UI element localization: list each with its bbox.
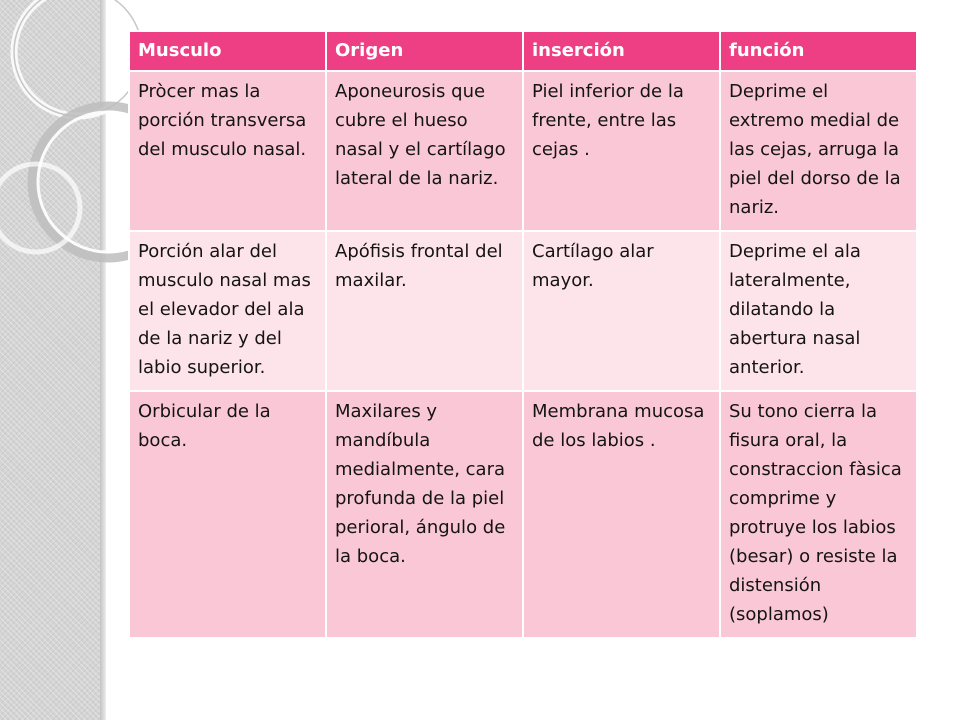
cell-origen: Maxilares y mandíbula medialmente, cara profunda de la piel perioral, ángulo de la boca. bbox=[326, 391, 523, 638]
cell-funcion: Deprime el extremo medial de las cejas, arruga la piel del dorso de la nariz. bbox=[720, 71, 917, 231]
header-musculo: Musculo bbox=[129, 31, 326, 71]
cell-insercion: Membrana mucosa de los labios . bbox=[523, 391, 720, 638]
table-row bbox=[129, 71, 917, 231]
cell-origen: Aponeurosis que cubre el hueso nasal y el cartílago lateral de la nariz. bbox=[326, 71, 523, 231]
cell-funcion: Su tono cierra la fisura oral, la constraccion fàsica comprime y protruye los labios (besar) o resiste la distensión (soplamos) bbox=[720, 391, 917, 638]
cell-funcion: Deprime el ala lateralmente, dilatando la abertura nasal anterior. bbox=[720, 231, 917, 391]
cell-insercion: Piel inferior de la frente, entre las cejas . bbox=[523, 71, 720, 231]
cell-musculo: Porción alar del musculo nasal mas el elevador del ala de la nariz y del labio superior. bbox=[129, 231, 326, 391]
table-row bbox=[129, 391, 917, 638]
cell-insercion: Cartílago alar mayor. bbox=[523, 231, 720, 391]
header-funcion: función bbox=[720, 31, 917, 71]
cell-origen: Apófisis frontal del maxilar. bbox=[326, 231, 523, 391]
table-header-row bbox=[129, 31, 917, 71]
header-origen: Origen bbox=[326, 31, 523, 71]
header-insercion: inserción bbox=[523, 31, 720, 71]
cell-musculo: Pròcer mas la porción transversa del musculo nasal. bbox=[129, 71, 326, 231]
cell-musculo: Orbicular de la boca. bbox=[129, 391, 326, 638]
table-row bbox=[129, 231, 917, 391]
muscles-table bbox=[128, 30, 918, 639]
